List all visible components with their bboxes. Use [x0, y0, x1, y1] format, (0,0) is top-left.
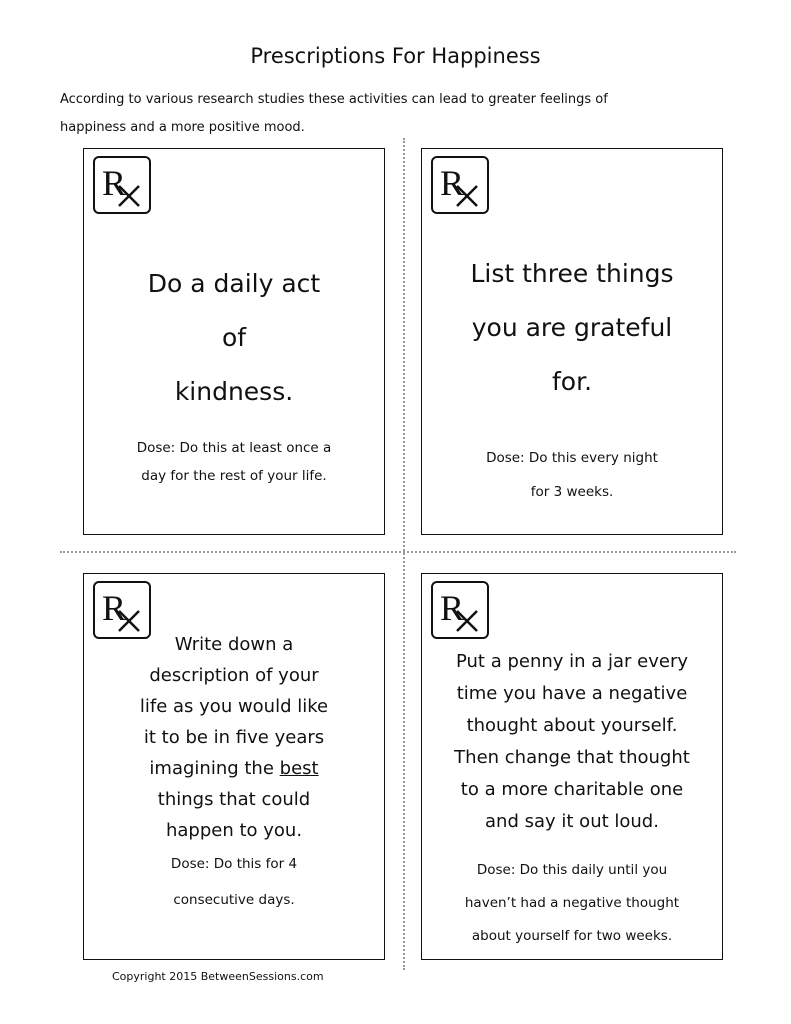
instruction-line: to a more charitable one: [460, 779, 684, 800]
card-dose: [84, 434, 384, 490]
rx-symbol-graphic: [99, 587, 145, 633]
instruction-line: life as you would like: [139, 696, 329, 717]
prescription-card-gratitude: [421, 148, 723, 535]
instruction-line: for.: [551, 367, 593, 396]
instruction-line: happen to you.: [165, 820, 303, 841]
card-instruction: [84, 629, 384, 846]
rx-icon: [431, 156, 489, 214]
intro-line-2: happiness and a more positive mood.: [60, 120, 305, 135]
instruction-line: of: [221, 323, 247, 352]
instruction-line: description of your: [149, 665, 319, 686]
rx-letter-r: R: [102, 588, 127, 628]
dose-line: Dose: Do this daily until you: [476, 862, 668, 878]
rx-symbol-graphic: [437, 162, 483, 208]
rx-letter-r: R: [440, 588, 465, 628]
card-dose: [422, 441, 722, 509]
dose-line: for 3 weeks.: [530, 484, 614, 500]
page-title: Prescriptions For Happiness: [250, 44, 541, 68]
rx-symbol-graphic: [99, 162, 145, 208]
copyright-footer: Copyright 2015 BetweenSessions.com: [112, 970, 324, 983]
prescription-card-penny-jar: [421, 573, 723, 960]
instruction-line: you are grateful: [471, 313, 673, 342]
dose-line: haven’t had a negative thought: [464, 895, 680, 911]
rx-symbol-graphic: [437, 587, 483, 633]
horizontal-cut-line: [60, 551, 736, 553]
card-instruction: [422, 247, 722, 409]
card-dose: [84, 846, 384, 918]
instruction-line: kindness.: [174, 377, 294, 406]
instruction-text: imagining the: [149, 758, 280, 779]
instruction-line: Do a daily act: [147, 269, 321, 298]
instruction-line: Then change that thought: [454, 747, 690, 768]
underlined-emphasis: best: [279, 758, 319, 779]
card-dose: [422, 854, 722, 953]
instruction-line: Put a penny in a jar every: [455, 651, 689, 672]
instruction-line: thought about yourself.: [466, 715, 678, 736]
instruction-line: List three things: [470, 259, 674, 288]
prescription-card-kindness: [83, 148, 385, 535]
instruction-line: things that could: [157, 789, 311, 810]
instruction-line: Write down a: [174, 634, 294, 655]
rx-icon: [431, 581, 489, 639]
card-instruction: [422, 646, 722, 838]
dose-line: about yourself for two weeks.: [471, 928, 673, 944]
intro-line-1: According to various research studies these activities can lead to greater feelings of: [60, 92, 608, 107]
card-instruction: [84, 257, 384, 419]
rx-letter-r: R: [440, 163, 465, 203]
dose-line: consecutive days.: [173, 892, 295, 908]
rx-icon: [93, 156, 151, 214]
instruction-line: it to be in five years: [143, 727, 325, 748]
dose-line: Dose: Do this for 4: [170, 856, 298, 872]
instruction-line: [84, 753, 384, 784]
dose-line: Dose: Do this at least once a: [136, 440, 332, 456]
prescription-card-future-self: [83, 573, 385, 960]
instruction-line: and say it out loud.: [485, 811, 659, 832]
dose-line: day for the rest of your life.: [141, 468, 327, 484]
rx-letter-r: R: [102, 163, 127, 203]
vertical-cut-line: [403, 138, 405, 970]
instruction-line: time you have a negative: [456, 683, 688, 704]
dose-line: Dose: Do this every night: [486, 450, 658, 466]
